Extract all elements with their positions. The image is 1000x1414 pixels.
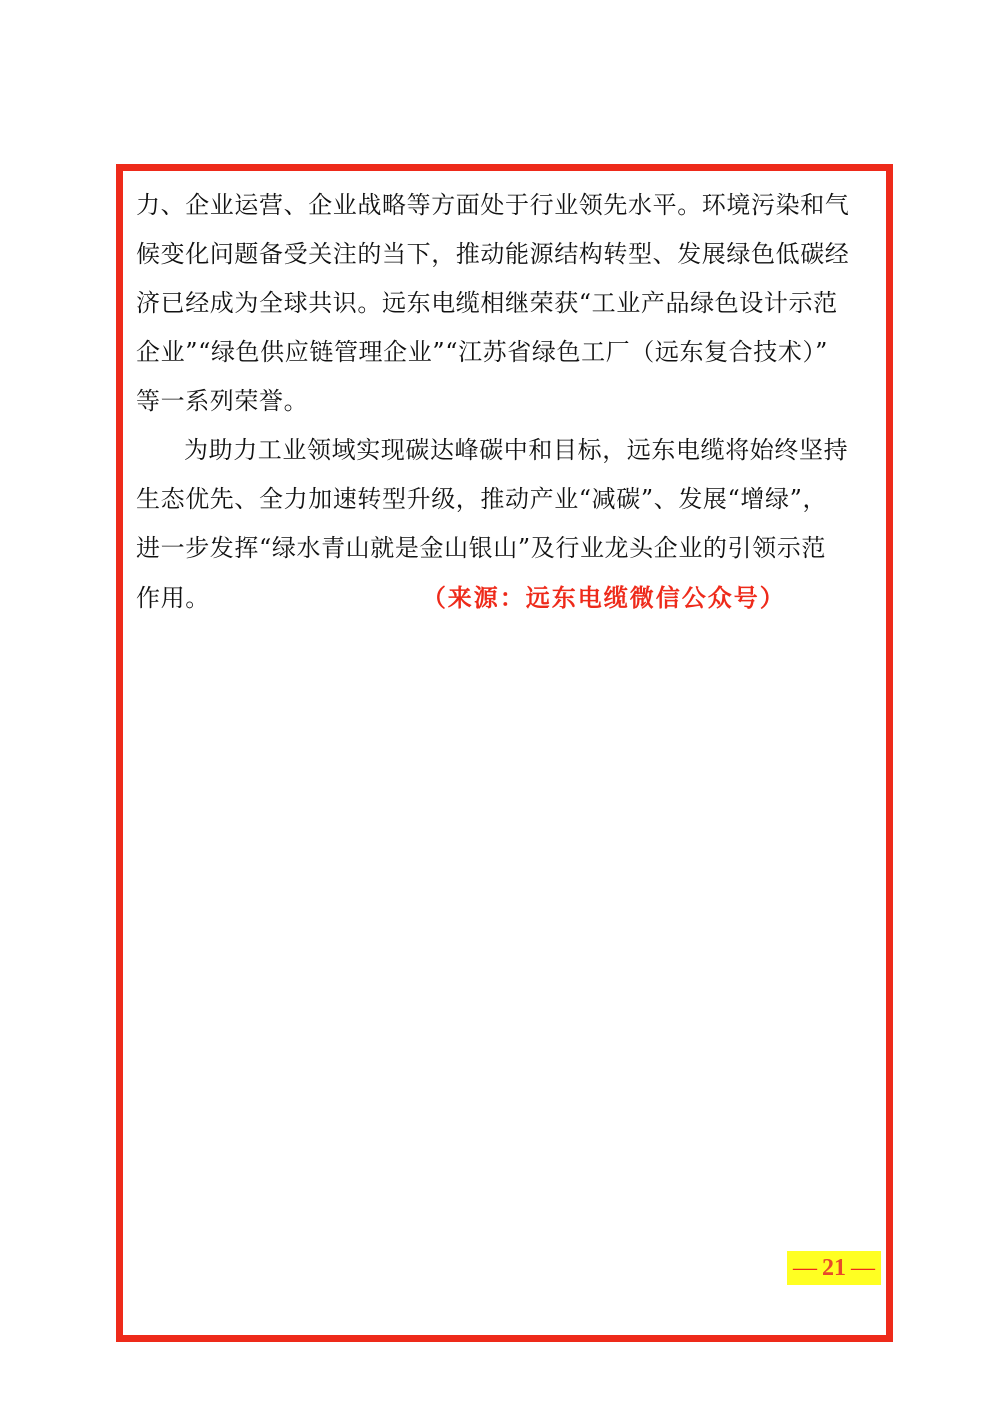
- page-number-badge: [787, 1251, 881, 1285]
- paragraph-2: [136, 426, 876, 623]
- paragraph-1: [136, 181, 876, 426]
- text-line: 为助力工业领域实现碳达峰碳中和目标，远东电缆将始终坚持: [184, 436, 849, 464]
- article-body: [136, 181, 876, 623]
- text-line: 等一系列荣誉。: [136, 387, 309, 415]
- text-line: 济已经成为全球共识。远东电缆相继荣获“工业产品绿色设计示范: [136, 289, 838, 317]
- text-line: 企业”“绿色供应链管理企业”“江苏省绿色工厂（远东复合技术）”: [136, 338, 828, 366]
- text-line: 力、企业运营、企业战略等方面处于行业领先水平。环境污染和气: [136, 191, 850, 219]
- page-number-dash-left: —: [793, 1254, 817, 1281]
- page-number-dash-right: —: [851, 1254, 875, 1281]
- source-note: （来源：远东电缆微信公众号）: [421, 583, 786, 612]
- closing-text: 作用。: [136, 584, 210, 612]
- page-frame: [116, 164, 893, 1342]
- text-line: 进一步发挥“绿水青山就是金山银山”及行业龙头企业的引领示范: [136, 534, 826, 562]
- text-line: 候变化问题备受关注的当下，推动能源结构转型、发展绿色低碳经: [136, 240, 850, 268]
- text-line: 生态优先、全力加速转型升级，推动产业“减碳”、发展“增绿”，: [136, 485, 828, 513]
- page-number: 21: [822, 1254, 846, 1281]
- text-line-last: [136, 573, 876, 623]
